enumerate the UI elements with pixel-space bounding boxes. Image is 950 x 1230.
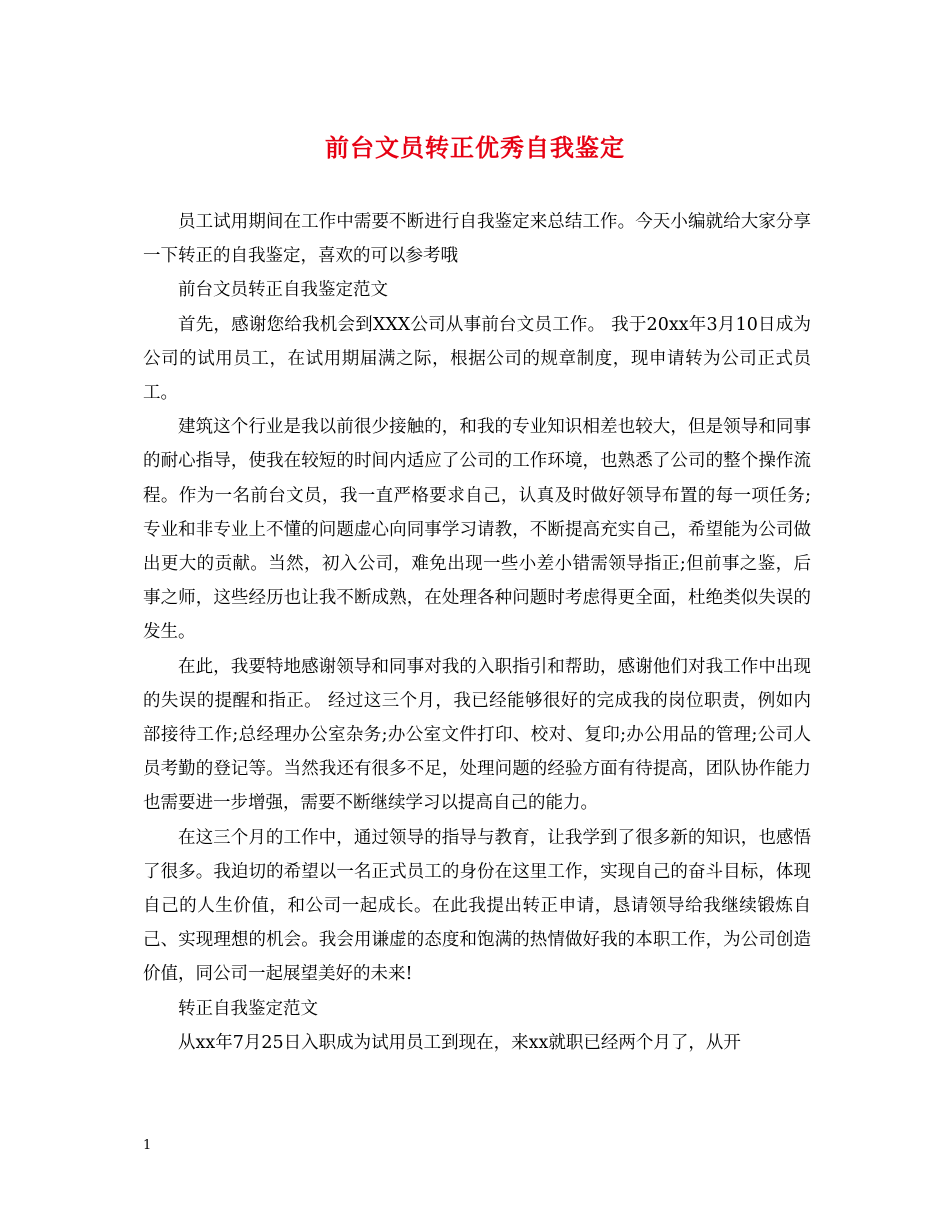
body-paragraph: 从xx年7月25日入职成为试用员工到现在，来xx就职已经两个月了，从开 <box>178 1032 741 1053</box>
body-paragraph: 在此，我要特地感谢领导和同事对我的入职指引和帮助，感谢他们对我工作中出现的失误的提醒和指正。 经过这三个月，我已经能够很好的完成我的岗位职责，例如内部接待工作;总经理办公室杂务;办公室文件打印、校对、复印;办公用品的管理;公司人员考勤的登记等。当然我还有很多不足，处理问题的经验方面有待提高，团队协作能力也需要进一步增强，需要不断继续学习以提高自己的能力。 <box>143 656 811 814</box>
intro-paragraph: 员工试用期间在工作中需要不断进行自我鉴定来总结工作。今天小编就给大家分享一下转正的自我鉴定，喜欢的可以参考哦 <box>143 212 811 267</box>
section-heading-regularization: 转正自我鉴定范文 <box>178 998 318 1019</box>
document-title: 前台文员转正优秀自我鉴定 <box>325 133 625 162</box>
body-paragraph: 首先，感谢您给我机会到XXX公司从事前台文员工作。 我于20xx年3月10日成为公司的试用员工，在试用期届满之际，根据公司的规章制度，现申请转为公司正式员工。 <box>143 314 811 404</box>
body-paragraph: 建筑这个行业是我以前很少接触的，和我的专业知识相差也较大，但是领导和同事的耐心指导，使我在较短的时间内适应了公司的工作环境，也熟悉了公司的整个操作流程。作为一名前台文员，我一直严格要求自己，认真及时做好领导布置的每一项任务;专业和非专业上不懂的问题虚心向同事学习请教，不断提高充实自己，希望能为公司做出更大的贡献。当然，初入公司，难免出现一些小差小错需领导指正;但前事之鉴，后事之师，这些经历也让我不断成熟，在处理各种问题时考虑得更全面，杜绝类似失误的发生。 <box>143 417 811 643</box>
document-body <box>143 205 811 1060</box>
page-number: 1 <box>143 1138 152 1153</box>
section-heading-front-desk: 前台文员转正自我鉴定范文 <box>178 280 388 301</box>
body-paragraph: 在这三个月的工作中，通过领导的指导与教育，让我学到了很多新的知识，也感悟了很多。我迫切的希望以一名正式员工的身份在这里工作，实现自己的奋斗目标，体现自己的人生价值，和公司一起成长。在此我提出转正申请，恳请领导给我继续锻炼自己、实现理想的机会。我会用谦虚的态度和饱满的热情做好我的本职工作，为公司创造价值，同公司一起展望美好的未来! <box>143 827 811 985</box>
